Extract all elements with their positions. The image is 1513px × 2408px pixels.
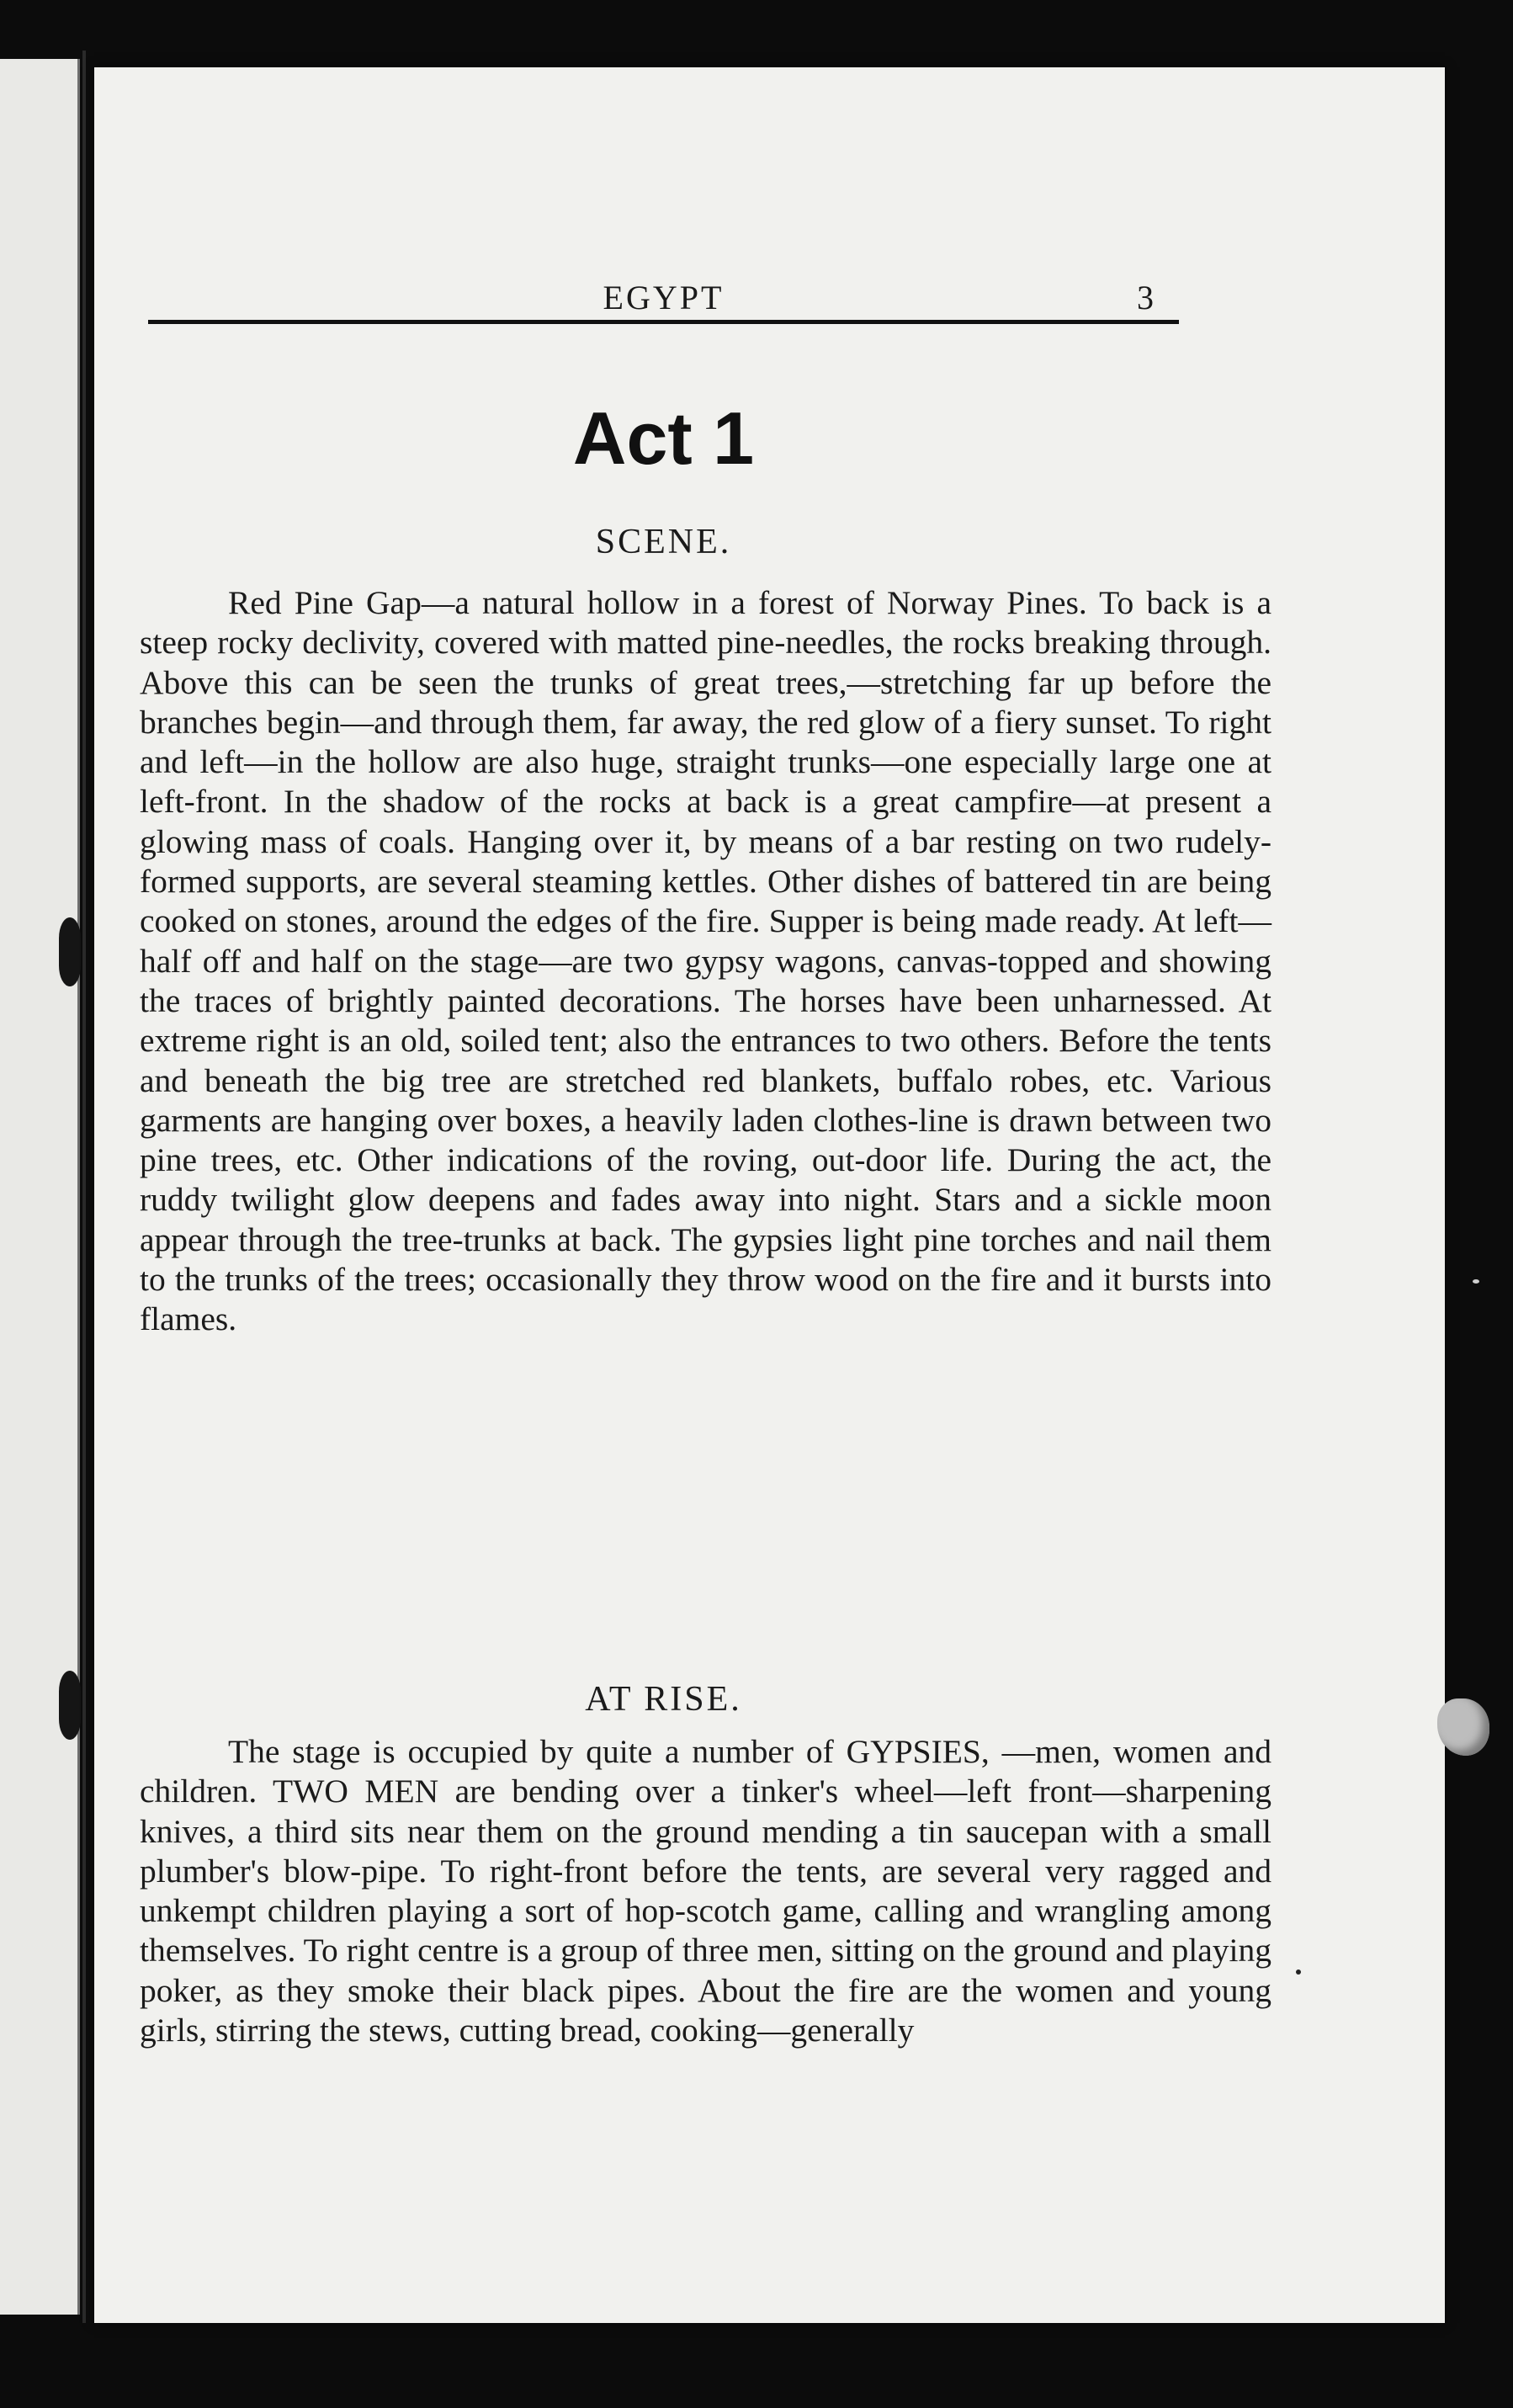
at-rise-heading: AT RISE. — [585, 1680, 742, 1719]
scan-speck — [1473, 1279, 1479, 1284]
page-clip-mark — [1437, 1698, 1489, 1756]
page-number: 3 — [1137, 279, 1154, 316]
binding-hole-lower — [59, 1671, 81, 1740]
at-rise-paragraph: The stage is occupied by quite a number of GYPSIES, —men, women and children. TWO MEN are bending over a tinker's wheel—left front—sharpening knives, a third sits near them on the ground mending a tin saucepan with a small plumber's blow-pipe. To right-front before the tents, are several very ragged and unkempt children playing a sort of hop-scotch game, calling and wrangling among themselves. To right centre is a group of three men, sitting on the ground and playing poker, as they smoke their black pipes. About the fire are the women and young girls, stirring the stews, cutting bread, cooking—generally — [140, 1733, 1271, 2049]
book-gutter — [82, 50, 86, 2323]
running-head: EGYPT — [603, 279, 725, 316]
previous-page-edge — [0, 59, 80, 2315]
scan-speck — [1296, 1969, 1301, 1975]
act-title: Act 1 — [572, 396, 755, 480]
page-header — [148, 202, 1179, 320]
scene-heading: SCENE. — [595, 523, 732, 561]
header-rule — [148, 320, 1179, 324]
scene-paragraph: Red Pine Gap—a natural hollow in a forest of Norway Pines. To back is a steep rocky declivity, covered with matted pine-needles, the rocks breaking through. Above this can be seen the trunks of great trees,—stretching far up before the branches begin—and through them, far away, the red glow of a fiery sunset. To right and left—in the hollow are also huge, straight trunks—one especially large one at left-front. In the shadow of the rocks at back is a great campfire—at present a glowing mass of coals. Hanging over it, by means of a bar resting on two rudely-formed supports, are several steaming kettles. Other dishes of battered tin are being cooked on stones, around the edges of the fire. Supper is being made ready. At left—half off and half on the stage—are two gypsy wagons, canvas-topped and showing the traces of brightly painted decorations. The horses have been unharnessed. At extreme right is an old, soiled tent; also the entrances to two others. Before the tents and beneath the big tree are stretched red blankets, buffalo robes, etc. Various garments are hanging over boxes, a heavily laden clothes-line is drawn between two pine trees, etc. Other indications of the roving, out-door life. During the act, the ruddy twilight glow deepens and fades away into night. Stars and a sickle moon appear through the tree-trunks at back. The gypsies light pine torches and nail them to the trunks of the trees; occasionally they throw wood on the fire and it bursts into flames. — [140, 584, 1271, 1338]
binding-hole-upper — [59, 917, 81, 986]
